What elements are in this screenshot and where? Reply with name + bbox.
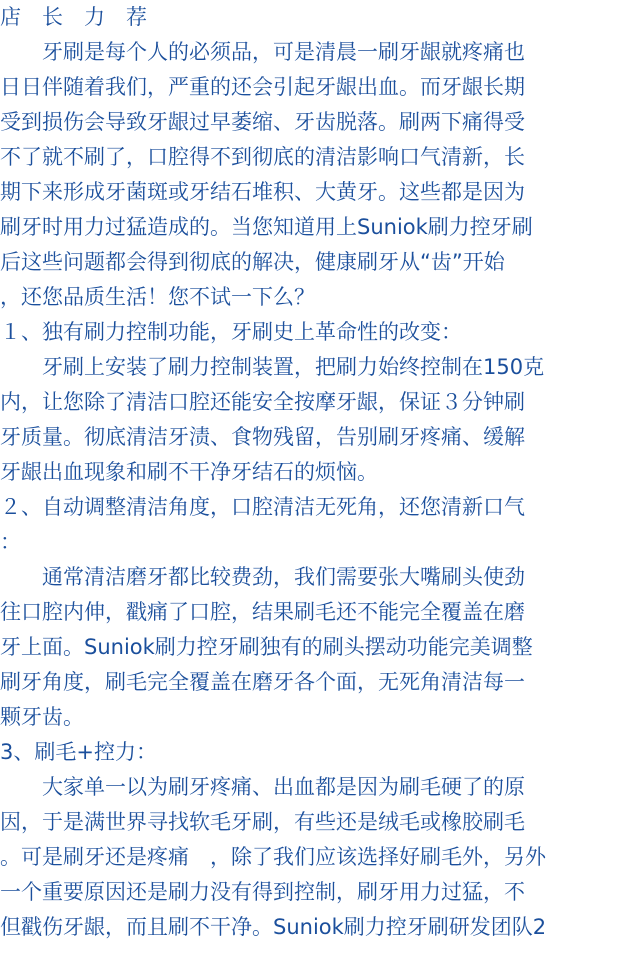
text-line: 牙龈出血现象和刷不干净牙结石的烦恼。 <box>0 460 378 484</box>
text-line: ： <box>0 530 21 554</box>
text-line: 颗牙齿。 <box>0 705 84 729</box>
text-line: 后这些问题都会得到彻底的解决，健康刷牙从“齿”开始 <box>0 250 505 274</box>
text-line: 因，于是满世界寻找软毛牙刷，有些还是绒毛或橡胶刷毛 <box>0 810 525 834</box>
text-line: 牙质量。彻底清洁牙渍、食物残留，告别刷牙疼痛、缓解 <box>0 425 525 449</box>
heading-line: 店 长 力 荐 <box>0 5 147 29</box>
text-line: 但戳伤牙龈，而且刷不干净。Suniok刷力控牙刷研发团队2 <box>0 915 547 939</box>
text-line: 期下来形成牙菌斑或牙结石堆积、大黄牙。这些都是因为 <box>0 180 525 204</box>
section-heading-3: 3、刷毛+控力： <box>0 740 157 764</box>
section-heading-1: １、独有刷力控制功能，牙刷史上革命性的改变： <box>0 320 462 344</box>
text-line: 牙刷上安装了刷力控制装置，把刷力始终控制在150克 <box>0 355 545 379</box>
text-line: 一个重要原因还是刷力没有得到控制，刷牙用力过猛，不 <box>0 880 525 904</box>
text-line: 受到损伤会导致牙龈过早萎缩、牙齿脱落。刷两下痛得受 <box>0 110 525 134</box>
text-line: 牙刷是每个人的必须品，可是清晨一刷牙龈就疼痛也 <box>0 40 525 64</box>
text-line: 牙上面。Suniok刷力控牙刷独有的刷头摆动功能完美调整 <box>0 635 533 659</box>
text-line: 往口腔内伸，戳痛了口腔，结果刷毛还不能完全覆盖在磨 <box>0 600 525 624</box>
text-line: 不了就不刷了，口腔得不到彻底的清洁影响口气清新，长 <box>0 145 525 169</box>
text-line: 通常清洁磨牙都比较费劲，我们需要张大嘴刷头使劲 <box>0 565 525 589</box>
text-line: 内，让您除了清洁口腔还能安全按摩牙龈，保证３分钟刷 <box>0 390 525 414</box>
text-line: 刷牙时用力过猛造成的。当您知道用上Suniok刷力控牙刷 <box>0 215 533 239</box>
text-line: 。可是刷牙还是疼痛 ，除了我们应该选择好刷毛外，另外 <box>0 845 546 869</box>
section-heading-2: ２、自动调整清洁角度，口腔清洁无死角，还您清新口气 <box>0 495 525 519</box>
text-line: 日日伴随着我们，严重的还会引起牙龈出血。而牙龈长期 <box>0 75 525 99</box>
text-line: 刷牙角度，刷毛完全覆盖在磨牙各个面，无死角清洁每一 <box>0 670 525 694</box>
text-line: 大家单一以为刷牙疼痛、出血都是因为刷毛硬了的原 <box>0 775 525 799</box>
text-line: ，还您品质生活！您不试一下么？ <box>0 285 315 309</box>
